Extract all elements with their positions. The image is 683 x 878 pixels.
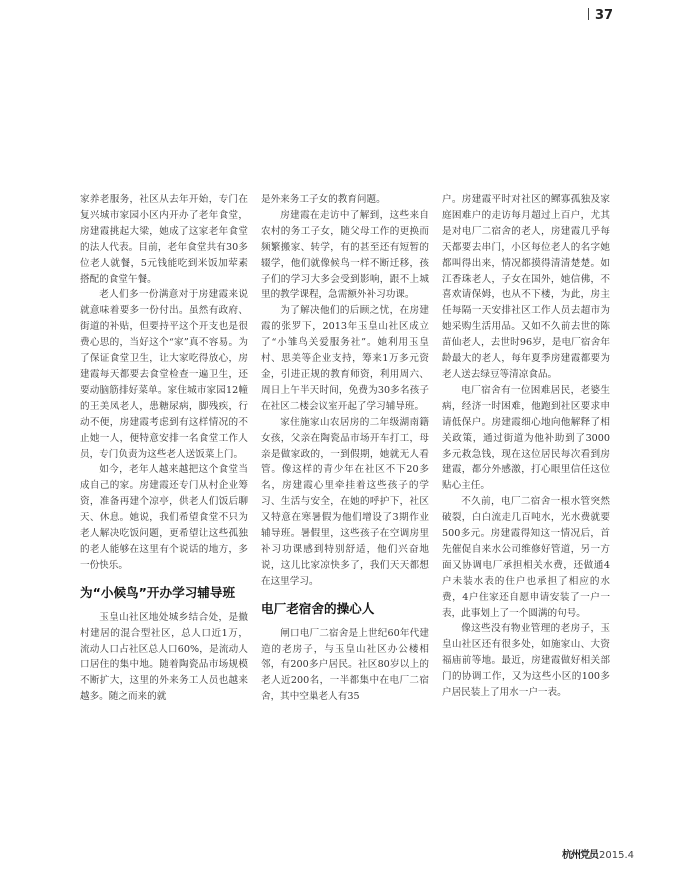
footer — [562, 846, 634, 861]
issue-number: 2015.4 — [599, 850, 634, 861]
magazine-logo: 杭州党员 — [562, 850, 598, 861]
paragraph: 是外来务工子女的教育问题。 — [261, 194, 386, 205]
paragraph: 为了解决他们的后顾之忧，在房建霞的张罗下，2013年玉皇山社区成立了“小雏鸟关爱服务社”。她利用玉皇村、思美等企业支持，筹来1万多元资金，引进正规的教育师资，利用周六、周日上午半天时间，免费为30多名孩子在社区二楼会议室开起了学习辅导班。 — [261, 305, 429, 412]
paragraph: 家养老服务，社区从去年开始，专门在复兴城市家园小区内开办了老年食堂，房建霞挑起大梁，她成了这家老年食堂的法人代表。目前，老年食堂共有30多位老人就餐，5元钱能吃到米饭加荤素搭配的食堂午餐。 — [80, 194, 248, 285]
paragraph: 老人们多一份满意对于房建霞来说就意味着要多一份付出。虽然有政府、街道的补贴，但要持平这个开支也是很费心思的，当好这个“家”真不容易。为了保证食堂卫生，让大家吃得放心，房建霞每天都要去食堂检查一遍卫生，还要动脑筋排好菜单。家住城市家园12幢的王美凤老人，患糖尿病，脚残疾，行动不便，房建霞考虑到有这样情况的不止她一人，便特意安排一名食堂工作人员，专门负责为这些老人送饭菜上门。 — [80, 289, 248, 460]
paragraph: 像这些没有物业管理的老房子，玉皇山社区还有很多处，如施家山、大资福庙前等地。最近，房建霞做好相关部门的协调工作，又为这些小区的100多户居民装上了用水一户一表。 — [442, 623, 610, 699]
paragraph: 户。房建霞平时对社区的鳏寡孤独及家庭困难户的走访每月超过上百户，尤其是对电厂二宿舍的老人，房建霞几乎每天都要去串门，小区每位老人的名字她都叫得出来，情况都摸得清清楚楚。如江香珠老人，子女在国外，她信佛，不喜欢请保姆，也从不下楼，为此，房主任每隔一天安排社区工作人员去超市为她采购生活用品。又如不久前去世的陈苗仙老人，去世时96岁，是电厂宿舍年龄最大的老人，每年夏季房建霞都要为老人送去绿豆等清凉食品。 — [442, 194, 610, 380]
paragraph: 房建霞在走访中了解到，这些来自农村的务工子女，随父母工作的更换而频繁搬家、转学，有的甚至还有短暂的辍学，他们就像候鸟一样不断迁移，孩子们的学习大多会受到影响，跟不上城里的教学课程，急需额外补习功课。 — [261, 209, 429, 301]
paragraph: 家住施家山农居房的二年级湖南籍女孩，父亲在陶瓷品市场开车打工，母亲是做家政的，一到假期，她就无人看管。像这样的青少年在社区不下20多名，房建霞心里牵挂着这些孩子的学习、生活与安全，在她的呼护下，社区又特意在寒暑假为他们增设了3期作业辅导班。暑假里，这些孩子在空调房里补习功课感到特别舒适，他们兴奋地说，这儿比家凉快多了，我们天天都想在这里学习。 — [261, 416, 429, 587]
paragraph: 玉皇山社区地处城乡结合处，是撤村建居的混合型社区，总人口近1万，流动人口占社区总人口60%，是流动人口居住的集中地。随着陶瓷品市场规模不断扩大，这里的外来务工人员也越来越多。随之而来的就 — [80, 611, 248, 703]
column-2 — [261, 192, 429, 705]
page-number: 37 — [588, 8, 613, 23]
paragraph: 不久前，电厂二宿舍一根水管突然破裂，白白流走几百吨水，光水费就要500多元。房建霞得知这一情况后，首先催促自来水公司维修好管道，另一方面又协调电厂承担相关水费，还做通4户未装水表的住户也承担了相应的水费，4户住家还自愿申请安装了一户一表，此事划上了一个圆满的句号。 — [442, 496, 610, 619]
section-heading: 电厂老宿舍的操心人 — [261, 600, 375, 616]
column-3 — [442, 192, 610, 701]
paragraph: 如今，老年人越来越把这个食堂当成自己的家。房建霞还专门从村企业筹资，准备再建个凉亭，供老人们饭后聊天、休息。她说，我们希望食堂不只为老人解决吃饭问题，更希望让这些孤独的老人能够在这里有个说话的地方，多一份快乐。 — [80, 464, 248, 571]
paragraph: 闸口电厂二宿舍是上世纪60年代建造的老房子，与玉皇山社区办公楼相邻，有200多户居民。社区80岁以上的老人近200名，一半都集中在电厂二宿舍，其中空巢老人有35 — [261, 627, 429, 703]
paragraph: 电厂宿舍有一位困难居民，老婆生病，经济一时困难，他跑到社区要求申请低保户。房建霞细心地向他解释了相关政策，通过街道为他补助到了3000多元救急钱，现在这位居民每次看到房建霞，都分外感激，打心眼里信任这位贴心主任。 — [442, 384, 610, 492]
column-1 — [80, 192, 248, 705]
section-heading: 为“小候鸟”开办学习辅导班 — [80, 584, 236, 600]
